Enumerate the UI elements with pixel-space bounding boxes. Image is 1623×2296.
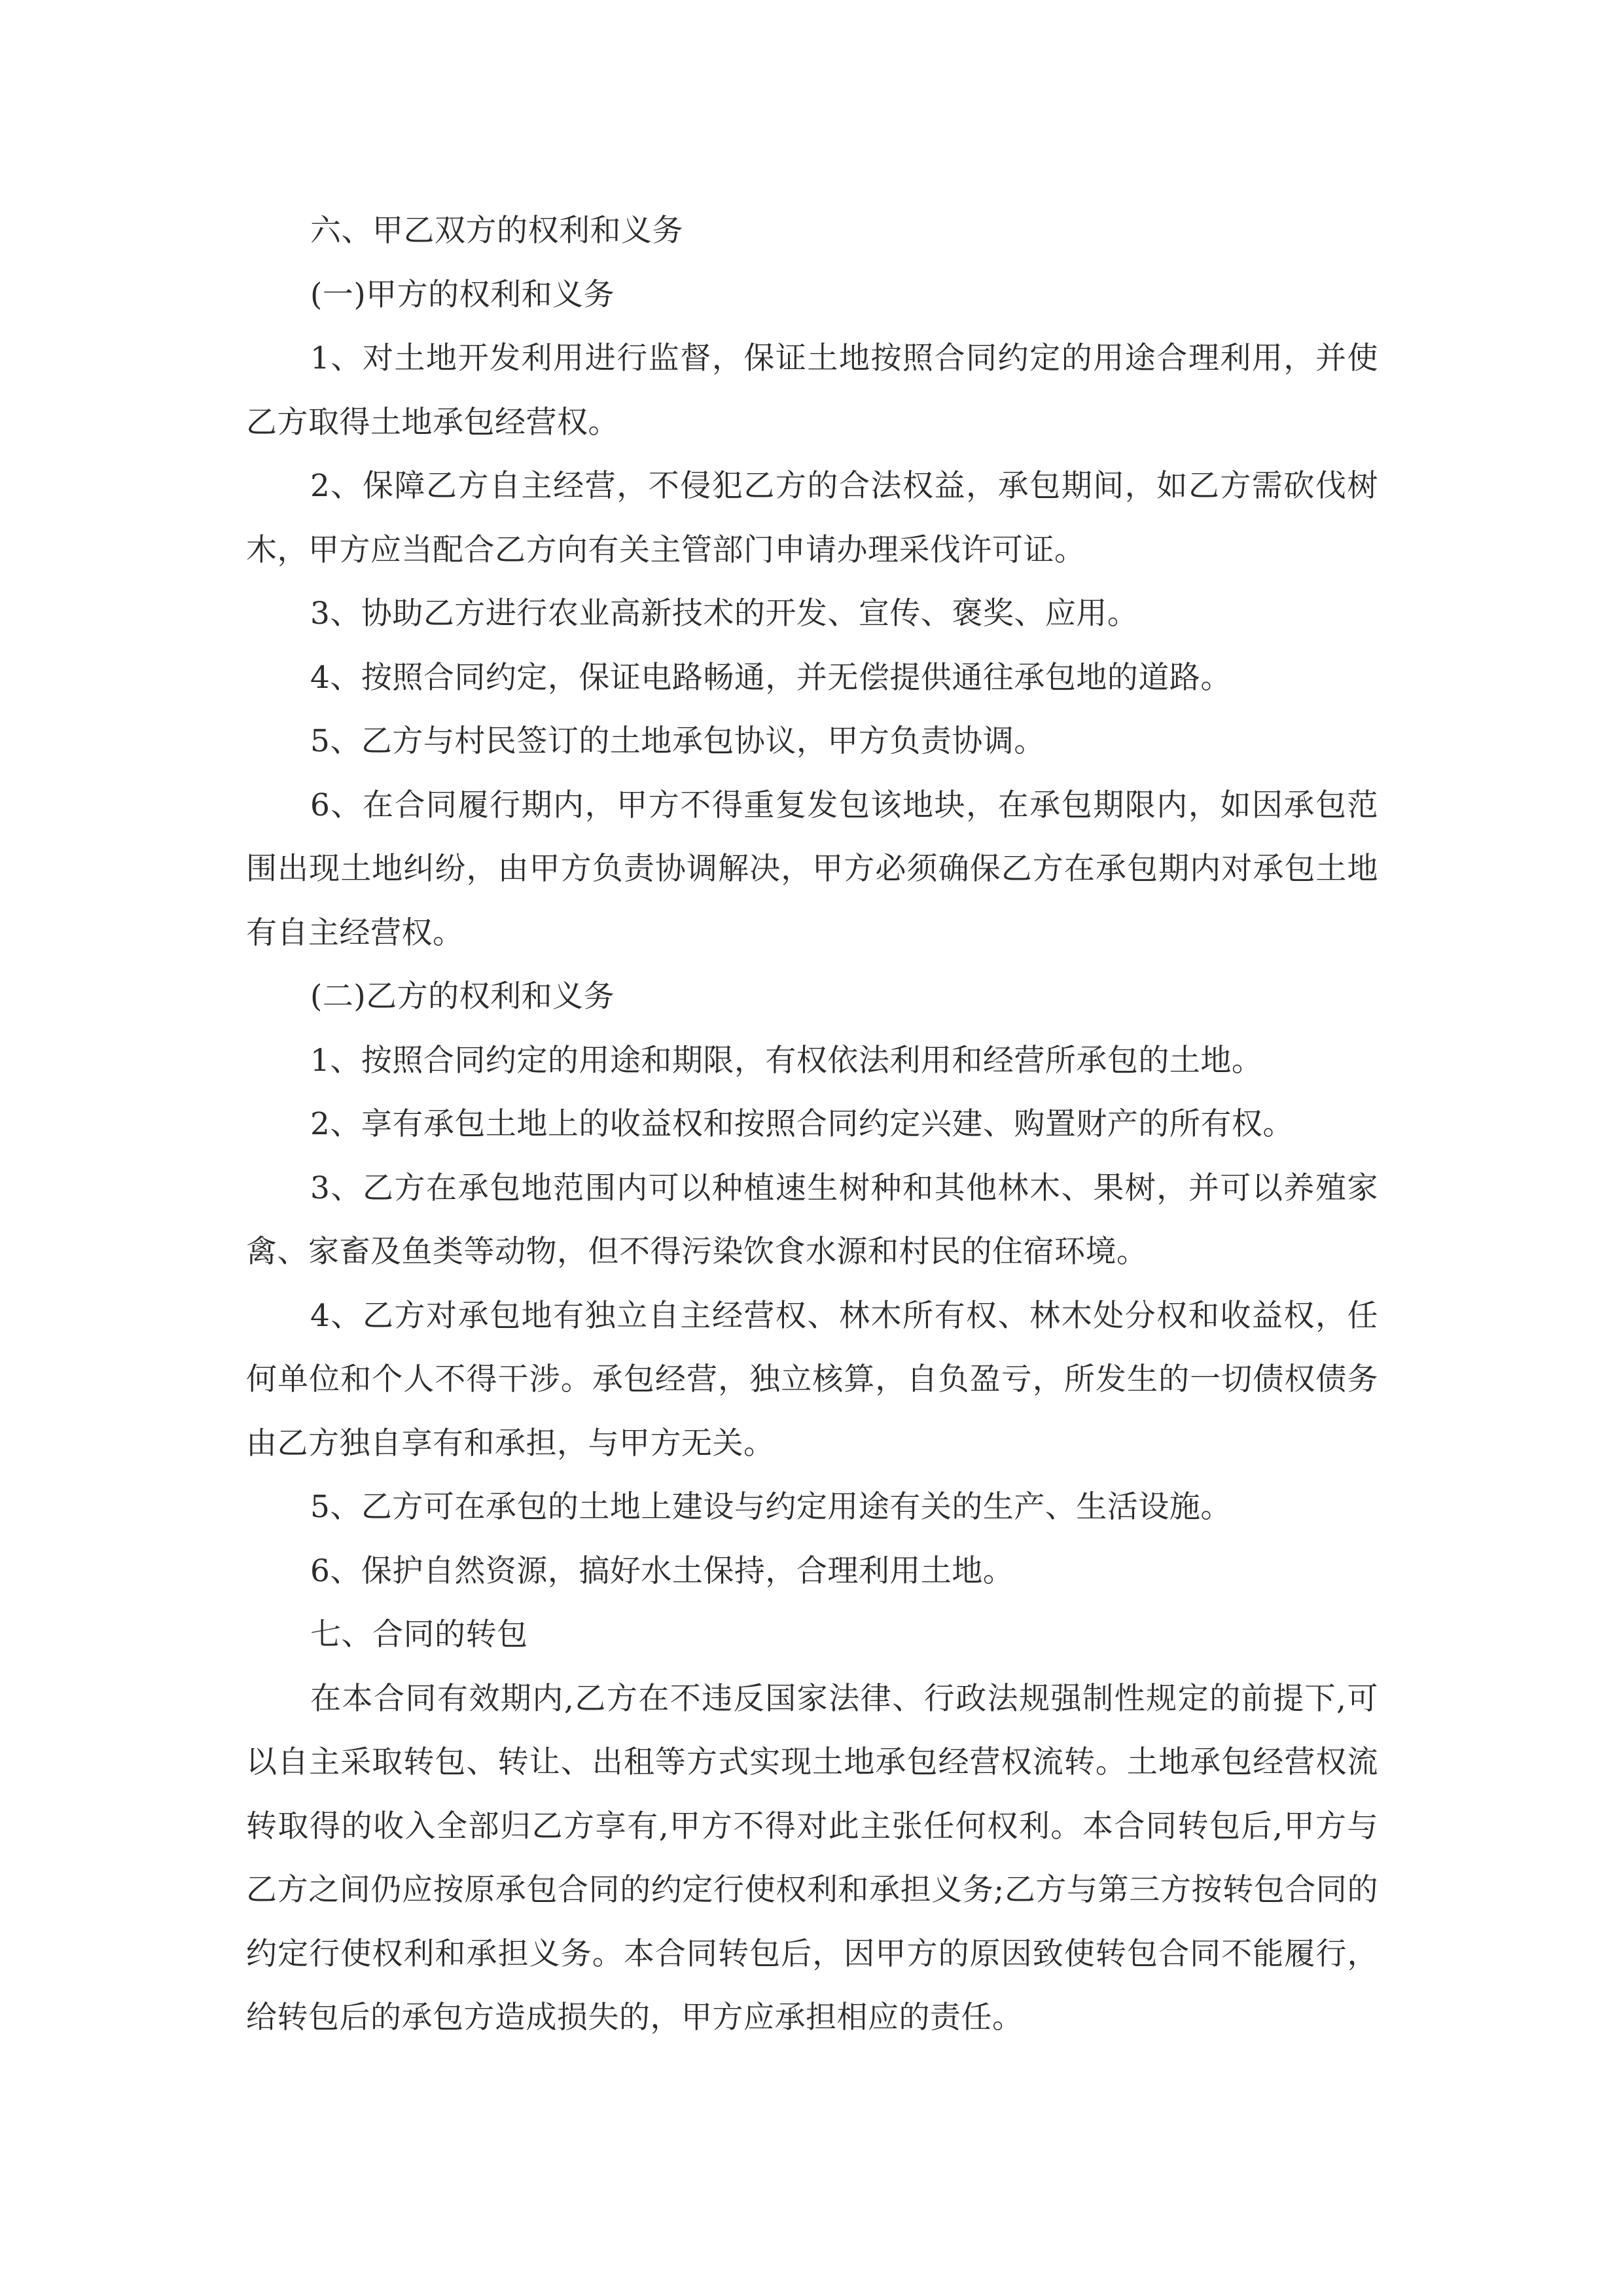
party-a-clause-6: 6、在合同履行期内，甲方不得重复发包该地块，在承包期限内，如因承包范围出现土地纠纷，由甲方负责协调解决，甲方必须确保乙方在承包期内对承包土地有自主经营权。 (246, 787, 1378, 951)
party-a-clause-2: 2、保障乙方自主经营，不侵犯乙方的合法权益，承包期间，如乙方需砍伐树木，甲方应当配合乙方向有关主管部门申请办理采伐许可证。 (246, 468, 1378, 568)
party-a-clause-1: 1、对土地开发利用进行监督，保证土地按照合同约定的用途合理利用，并使乙方取得土地承包经营权。 (246, 340, 1378, 440)
party-b-clause-5: 5、乙方可在承包的土地上建设与约定用途有关的生产、生活设施。 (310, 1489, 1232, 1525)
subsection-heading-party-a: (一)甲方的权利和义务 (310, 276, 615, 313)
party-a-clause-3: 3、协助乙方进行农业高新技术的开发、宣传、褒奖、应用。 (310, 596, 1139, 632)
party-a-clause-5: 5、乙方与村民签订的土地承包协议，甲方负责协调。 (310, 723, 1045, 759)
party-b-clause-2: 2、享有承包土地上的收益权和按照合同约定兴建、购置财产的所有权。 (310, 1106, 1294, 1142)
party-a-clause-4: 4、按照合同约定，保证电路畅通，并无偿提供通往承包地的道路。 (310, 659, 1232, 696)
section-heading-rights-obligations: 六、甲乙双方的权利和义务 (310, 213, 683, 249)
subcontracting-clause: 在本合同有效期内,乙方在不违反国家法律、行政法规强制性规定的前提下,可以自主采取转包、转让、出租等方式实现土地承包经营权流转。土地承包经营权流转取得的收入全部归乙方享有,甲方不得对此主张任何权利。本合同转包后,甲方与乙方之间仍应按原承包合同的约定行使权利和承担义务;乙方与第三方按转包合同的约定行使权利和承担义务。本合同转包后，因甲方的原因致使转包合同不能履行，给转包后的承包方造成损失的，甲方应承担相应的责任。 (246, 1680, 1378, 2036)
contract-body (246, 199, 1378, 2050)
party-b-clause-4: 4、乙方对承包地有独立自主经营权、林木所有权、林木处分权和收益权，任何单位和个人不得干涉。承包经营，独立核算，自负盈亏，所发生的一切债权债务由乙方独自享有和承担，与甲方无关。 (246, 1297, 1378, 1462)
party-b-clause-1: 1、按照合同约定的用途和期限，有权依法利用和经营所承包的土地。 (310, 1042, 1263, 1079)
party-b-clause-3: 3、乙方在承包地范围内可以种植速生树种和其他林木、果树，并可以养殖家禽、家畜及鱼类等动物，但不得污染饮食水源和村民的住宿环境。 (246, 1170, 1378, 1270)
party-b-clause-6: 6、保护自然资源，搞好水土保持，合理利用土地。 (310, 1552, 1014, 1589)
subsection-heading-party-b: (二)乙方的权利和义务 (310, 978, 615, 1014)
section-heading-subcontracting: 七、合同的转包 (310, 1617, 528, 1653)
